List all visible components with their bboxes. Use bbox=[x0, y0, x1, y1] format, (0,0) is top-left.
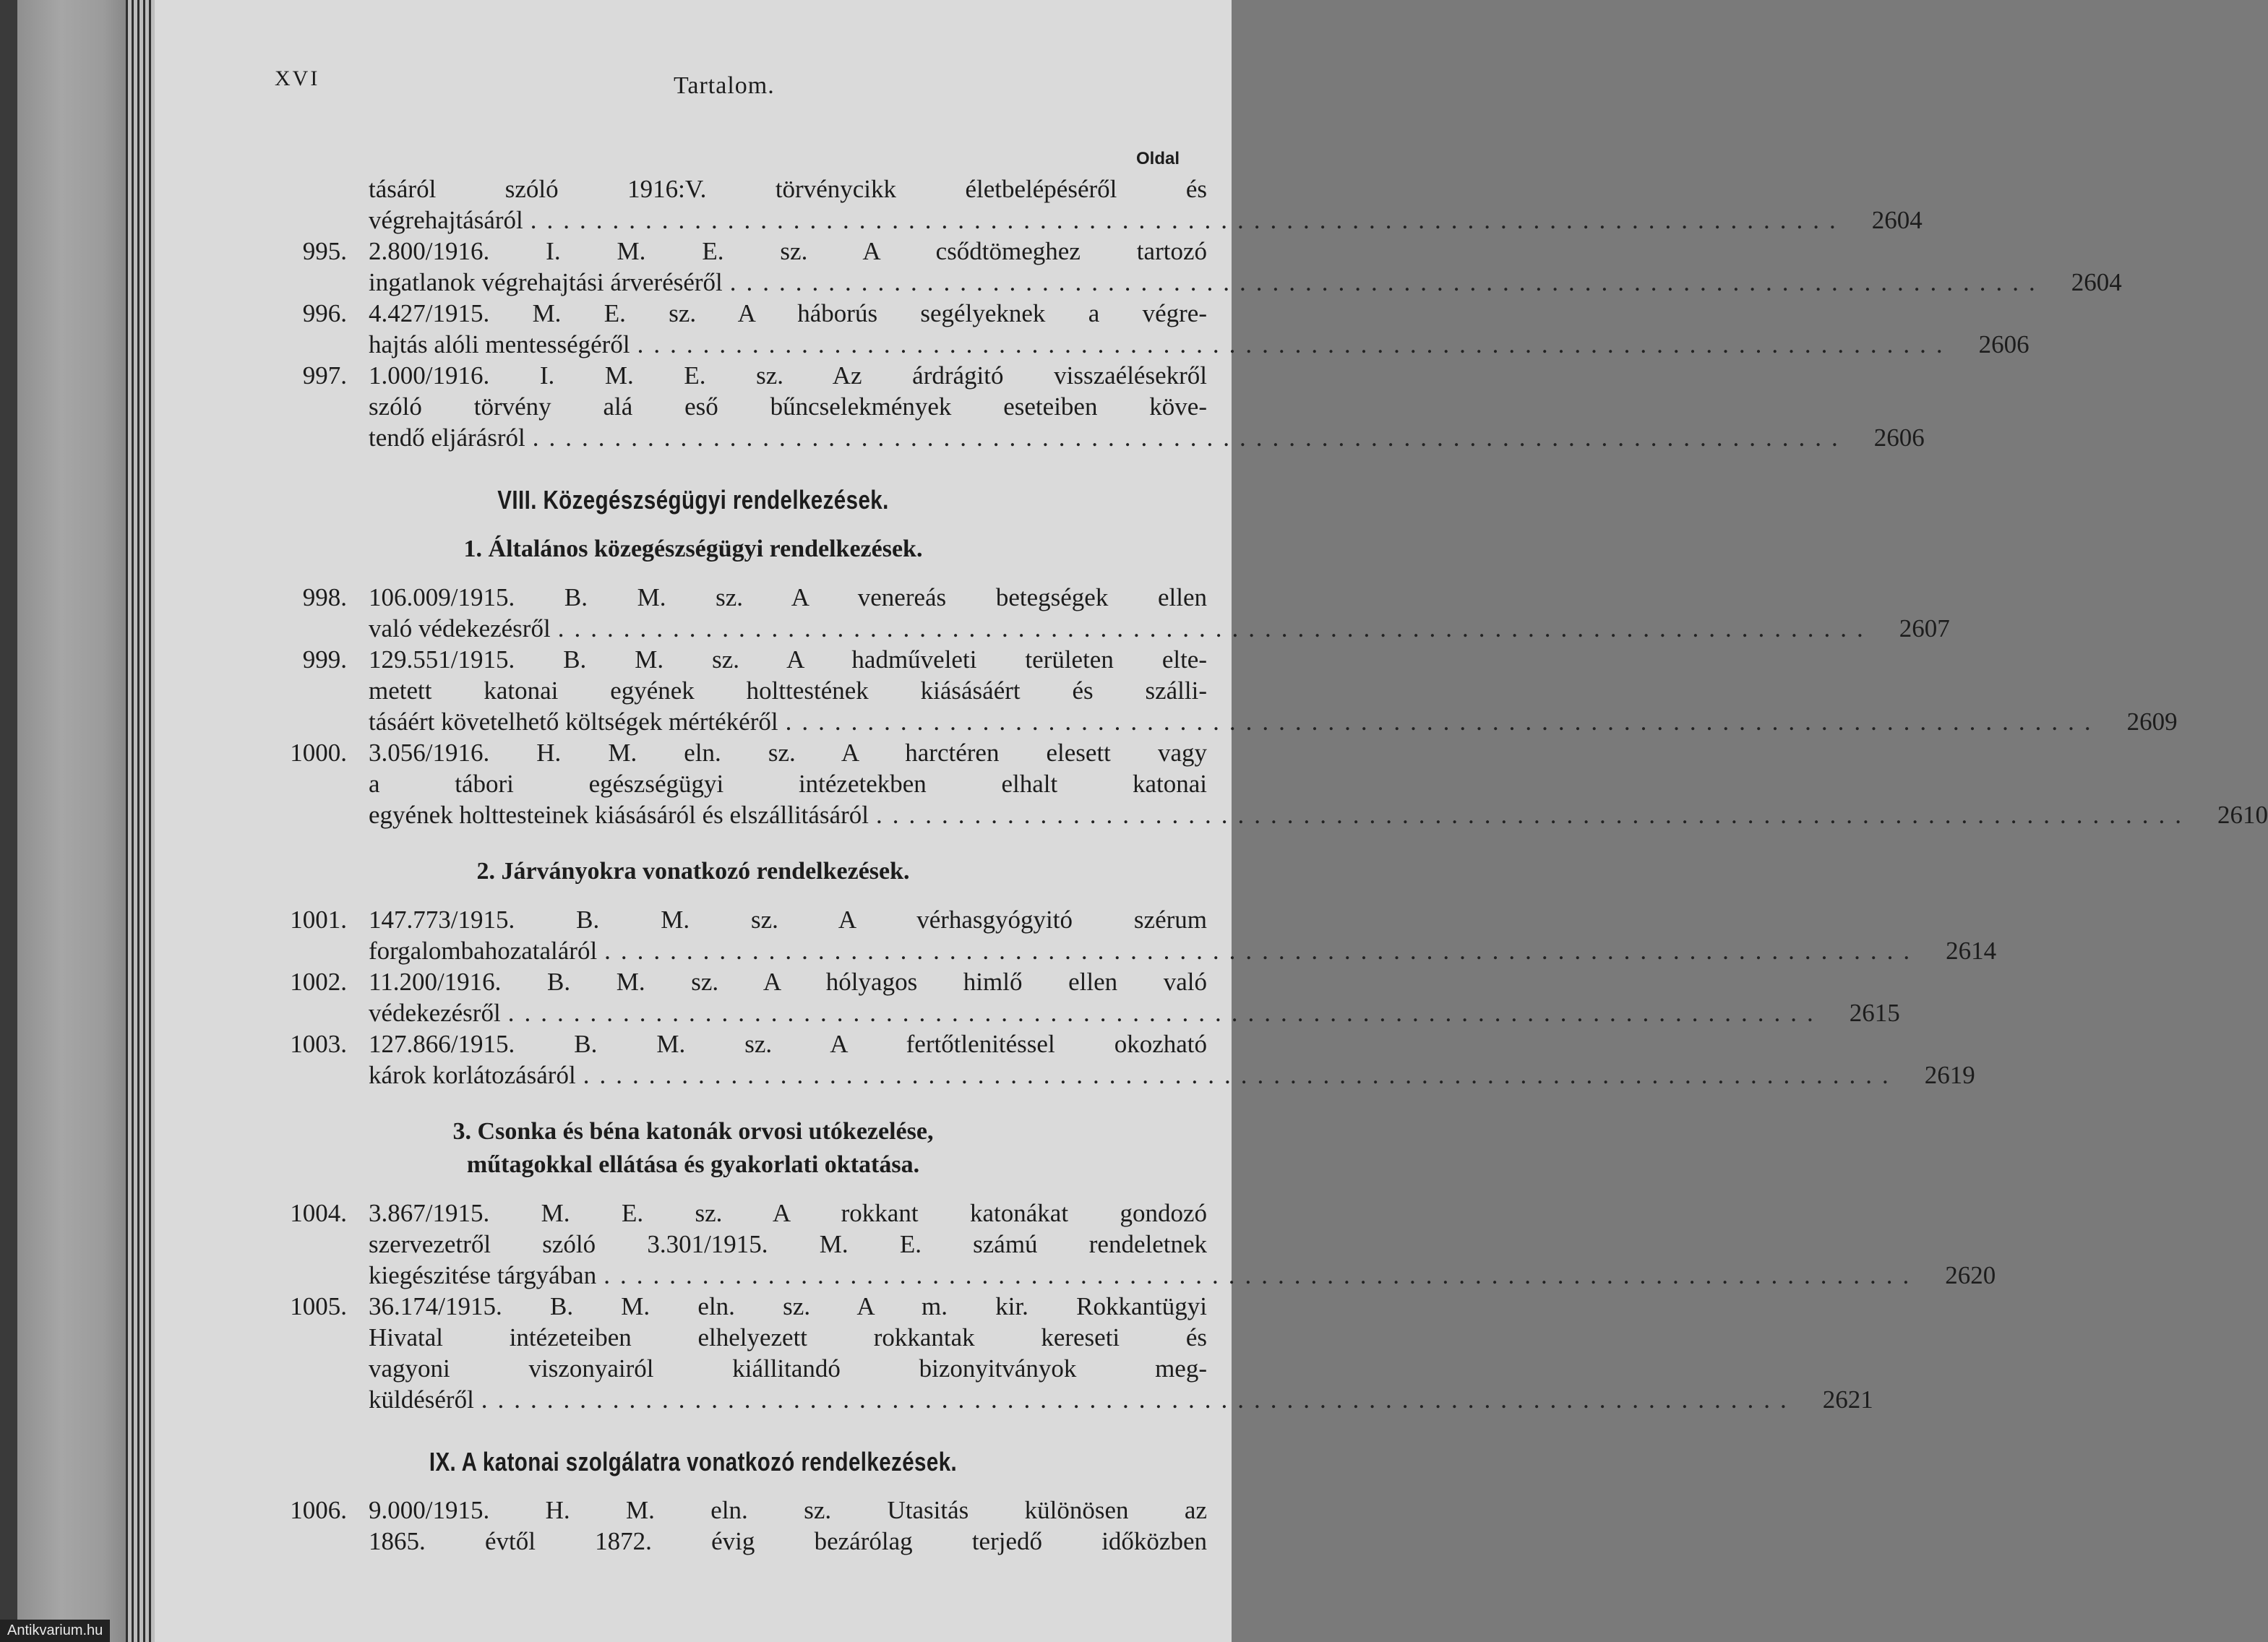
toc-block-5 bbox=[155, 1495, 1232, 1557]
entry-text-line: ingatlanok végrehajtási árveréséről bbox=[369, 268, 723, 296]
toc-entry bbox=[155, 298, 2029, 360]
entry-last-line bbox=[369, 1260, 1996, 1291]
page-number: XVI bbox=[275, 66, 320, 90]
entry-text-line: 1.000/1916. I. M. E. sz. Az árdrágitó visszaélésekről bbox=[369, 361, 1207, 390]
scan-left-strip bbox=[0, 0, 17, 1642]
entry-number: 996. bbox=[302, 299, 347, 327]
entry-text-line: metett katonai egyének holttestének kiásásáért és szálli- bbox=[369, 676, 1207, 705]
entry-body bbox=[369, 1028, 1975, 1091]
dot-leader: ................................................................................ bbox=[875, 801, 2191, 829]
entry-last-line bbox=[369, 1059, 1975, 1091]
entry-body bbox=[369, 904, 1997, 966]
toc-block-2 bbox=[155, 582, 2268, 830]
entry-text-line: 106.009/1915. B. M. sz. A venereás betegségek ellen bbox=[369, 583, 1207, 611]
dot-leader: ................................................................................ bbox=[557, 614, 1873, 642]
toc-entry bbox=[155, 236, 2122, 298]
entry-text-line: tásáról szóló 1916:V. törvénycikk életbelépéséről és bbox=[369, 175, 1207, 203]
entry-text-line: egyének holttesteinek kiásásáról és elszállitásáról bbox=[369, 801, 869, 829]
dot-leader: ................................................................................ bbox=[729, 268, 2045, 296]
entry-text-line: 36.174/1915. B. M. eln. sz. A m. kir. Rokkantügyi bbox=[369, 1292, 1207, 1320]
entry-number: 995. bbox=[302, 237, 347, 265]
entry-text-line: 3.867/1915. M. E. sz. A rokkant katonákat gondozó bbox=[369, 1199, 1207, 1227]
entry-last-line bbox=[369, 267, 2122, 298]
entry-last-line bbox=[369, 706, 2178, 737]
toc-block-1 bbox=[155, 173, 2122, 453]
entry-last-line bbox=[369, 997, 1900, 1028]
entry-text-line: szóló törvény alá eső bűncselekmények eseteiben köve- bbox=[369, 392, 1207, 421]
book-page bbox=[155, 0, 2268, 1642]
toc-block-3 bbox=[155, 904, 1997, 1091]
entry-last-line bbox=[369, 935, 1997, 966]
toc-entry bbox=[155, 966, 1900, 1028]
subsection-heading-1: 1. Általános közegészségügyi rendelkezések. bbox=[463, 536, 923, 562]
entry-text-line: Hivatal intézeteiben elhelyezett rokkantak kereseti és bbox=[369, 1323, 1207, 1351]
entry-page-number: 2604 bbox=[1871, 206, 1923, 234]
entry-last-line bbox=[369, 422, 1925, 453]
entry-number: 997. bbox=[302, 361, 347, 390]
entry-body bbox=[369, 298, 2029, 360]
entry-body bbox=[369, 1198, 1996, 1291]
entry-body bbox=[369, 737, 2268, 830]
entry-text-line: hajtás alóli mentességéről bbox=[369, 330, 630, 358]
entry-body bbox=[369, 360, 1925, 453]
dot-leader: ................................................................................ bbox=[604, 937, 1920, 965]
entry-text-line: tendő eljárásról bbox=[369, 424, 525, 452]
entry-number: 1006. bbox=[290, 1496, 347, 1524]
section-heading-ix: IX. A katonai szolgálatra vonatkozó rendelkezések. bbox=[429, 1447, 958, 1476]
toc-content bbox=[155, 173, 2268, 1557]
entry-body bbox=[369, 1495, 1207, 1557]
entry-text-line: 3.056/1916. H. M. eln. sz. A harctéren elesett vagy bbox=[369, 739, 1207, 767]
toc-entry bbox=[155, 173, 1923, 236]
entry-body bbox=[369, 236, 2122, 298]
entry-text-line: szervezetről szóló 3.301/1915. M. E. számú rendeletnek bbox=[369, 1230, 1207, 1258]
entry-body bbox=[369, 966, 1900, 1028]
entry-page-number: 2619 bbox=[1924, 1061, 1975, 1089]
entry-body bbox=[369, 582, 1950, 644]
entry-page-number: 2606 bbox=[1873, 424, 1925, 452]
toc-entry bbox=[155, 582, 1950, 644]
entry-text-line: kiegészitése tárgyában bbox=[369, 1261, 597, 1289]
toc-entry bbox=[155, 737, 2268, 830]
entry-body bbox=[369, 1291, 1873, 1415]
entry-page-number: 2609 bbox=[2126, 708, 2178, 736]
entry-number: 1004. bbox=[290, 1199, 347, 1227]
entry-number: 1003. bbox=[290, 1030, 347, 1058]
entry-number: 998. bbox=[302, 583, 347, 611]
entry-text-line: 129.551/1915. B. M. sz. A hadműveleti területen elte- bbox=[369, 645, 1207, 674]
toc-block-4 bbox=[155, 1198, 1996, 1415]
entry-page-number: 2607 bbox=[1899, 614, 1950, 642]
dot-leader: ................................................................................ bbox=[637, 330, 1953, 358]
entry-last-line bbox=[369, 799, 2268, 830]
entry-text-line: védekezésről bbox=[369, 999, 501, 1027]
entry-number: 999. bbox=[302, 645, 347, 674]
entry-last-line bbox=[369, 613, 1950, 644]
section-heading-viii: VIII. Közegészségügyi rendelkezések. bbox=[497, 485, 889, 515]
dot-leader: ................................................................................ bbox=[507, 999, 1824, 1027]
page-column-label: Oldal bbox=[1136, 149, 1180, 168]
entry-body bbox=[369, 644, 2178, 737]
entry-text-line: károk korlátozásáról bbox=[369, 1061, 576, 1089]
entry-text-line: forgalombahozataláról bbox=[369, 937, 598, 965]
dot-leader: ................................................................................ bbox=[481, 1385, 1797, 1414]
entry-text-line: a tábori egészségügyi intézetekben elhalt katonai bbox=[369, 770, 1207, 798]
entry-page-number: 2614 bbox=[1946, 937, 1997, 965]
entry-page-number: 2604 bbox=[2071, 268, 2122, 296]
entry-text-line: 1865. évtől 1872. évig bezárólag terjedő időközben bbox=[369, 1527, 1207, 1555]
entry-text-line: 147.773/1915. B. M. sz. A vérhasgyógyitó szérum bbox=[369, 906, 1207, 934]
entry-body bbox=[369, 173, 1923, 236]
toc-entry bbox=[155, 1291, 1873, 1415]
entry-text-line: vagyoni viszonyairól kiállitandó bizonyitványok meg- bbox=[369, 1354, 1207, 1383]
page-edge-lines bbox=[126, 0, 155, 1642]
entry-text-line: való védekezésről bbox=[369, 614, 551, 642]
entry-last-line bbox=[369, 1384, 1873, 1415]
entry-text-line: 4.427/1915. M. E. sz. A háborús segélyeknek a végre- bbox=[369, 299, 1207, 327]
toc-entry bbox=[155, 1198, 1996, 1291]
entry-page-number: 2606 bbox=[1978, 330, 2029, 358]
subsection-heading-3-line2: műtagokkal ellátása és gyakorlati oktatása. bbox=[466, 1151, 920, 1178]
entry-text-line: végrehajtásáról bbox=[369, 206, 523, 234]
entry-number: 1002. bbox=[290, 968, 347, 996]
book-edge bbox=[17, 0, 126, 1642]
watermark: Antikvarium.hu bbox=[0, 1620, 110, 1642]
entry-text-line: 9.000/1915. H. M. eln. sz. Utasitás különösen az bbox=[369, 1496, 1207, 1524]
toc-entry bbox=[155, 360, 1925, 453]
entry-page-number: 2621 bbox=[1822, 1385, 1873, 1414]
toc-entry bbox=[155, 904, 1997, 966]
dot-leader: ................................................................................ bbox=[530, 206, 1846, 234]
entry-text-line: küldéséről bbox=[369, 1385, 474, 1414]
toc-entry bbox=[155, 644, 2178, 737]
toc-entry bbox=[155, 1495, 1232, 1557]
entry-page-number: 2620 bbox=[1945, 1261, 1996, 1289]
dot-leader: ................................................................................ bbox=[583, 1061, 1899, 1089]
entry-text-line: 11.200/1916. B. M. sz. A hólyagos himlő ellen való bbox=[369, 968, 1207, 996]
entry-text-line: 127.866/1915. B. M. sz. A fertőtlenitéssel okozható bbox=[369, 1030, 1207, 1058]
entry-page-number: 2615 bbox=[1849, 999, 1900, 1027]
entry-text-line: tásáért követelhető költségek mértékéről bbox=[369, 708, 778, 736]
subsection-heading-3-line1: 3. Csonka és béna katonák orvosi utókezelése, bbox=[452, 1118, 934, 1145]
dot-leader: ................................................................................ bbox=[532, 424, 1848, 452]
entry-text-line: 2.800/1916. I. M. E. sz. A csődtömeghez tartozó bbox=[369, 237, 1207, 265]
running-title: Tartalom. bbox=[674, 72, 775, 99]
entry-number: 1000. bbox=[290, 739, 347, 767]
entry-number: 1005. bbox=[290, 1292, 347, 1320]
entry-last-line bbox=[369, 329, 2029, 360]
dot-leader: ................................................................................ bbox=[603, 1261, 1920, 1289]
dot-leader: ................................................................................ bbox=[785, 708, 2101, 736]
entry-last-line bbox=[369, 205, 1923, 236]
entry-page-number: 2610 bbox=[2217, 801, 2268, 829]
toc-entry bbox=[155, 1028, 1975, 1091]
subsection-heading-2: 2. Járványokra vonatkozó rendelkezések. bbox=[476, 858, 910, 885]
entry-number: 1001. bbox=[290, 906, 347, 934]
